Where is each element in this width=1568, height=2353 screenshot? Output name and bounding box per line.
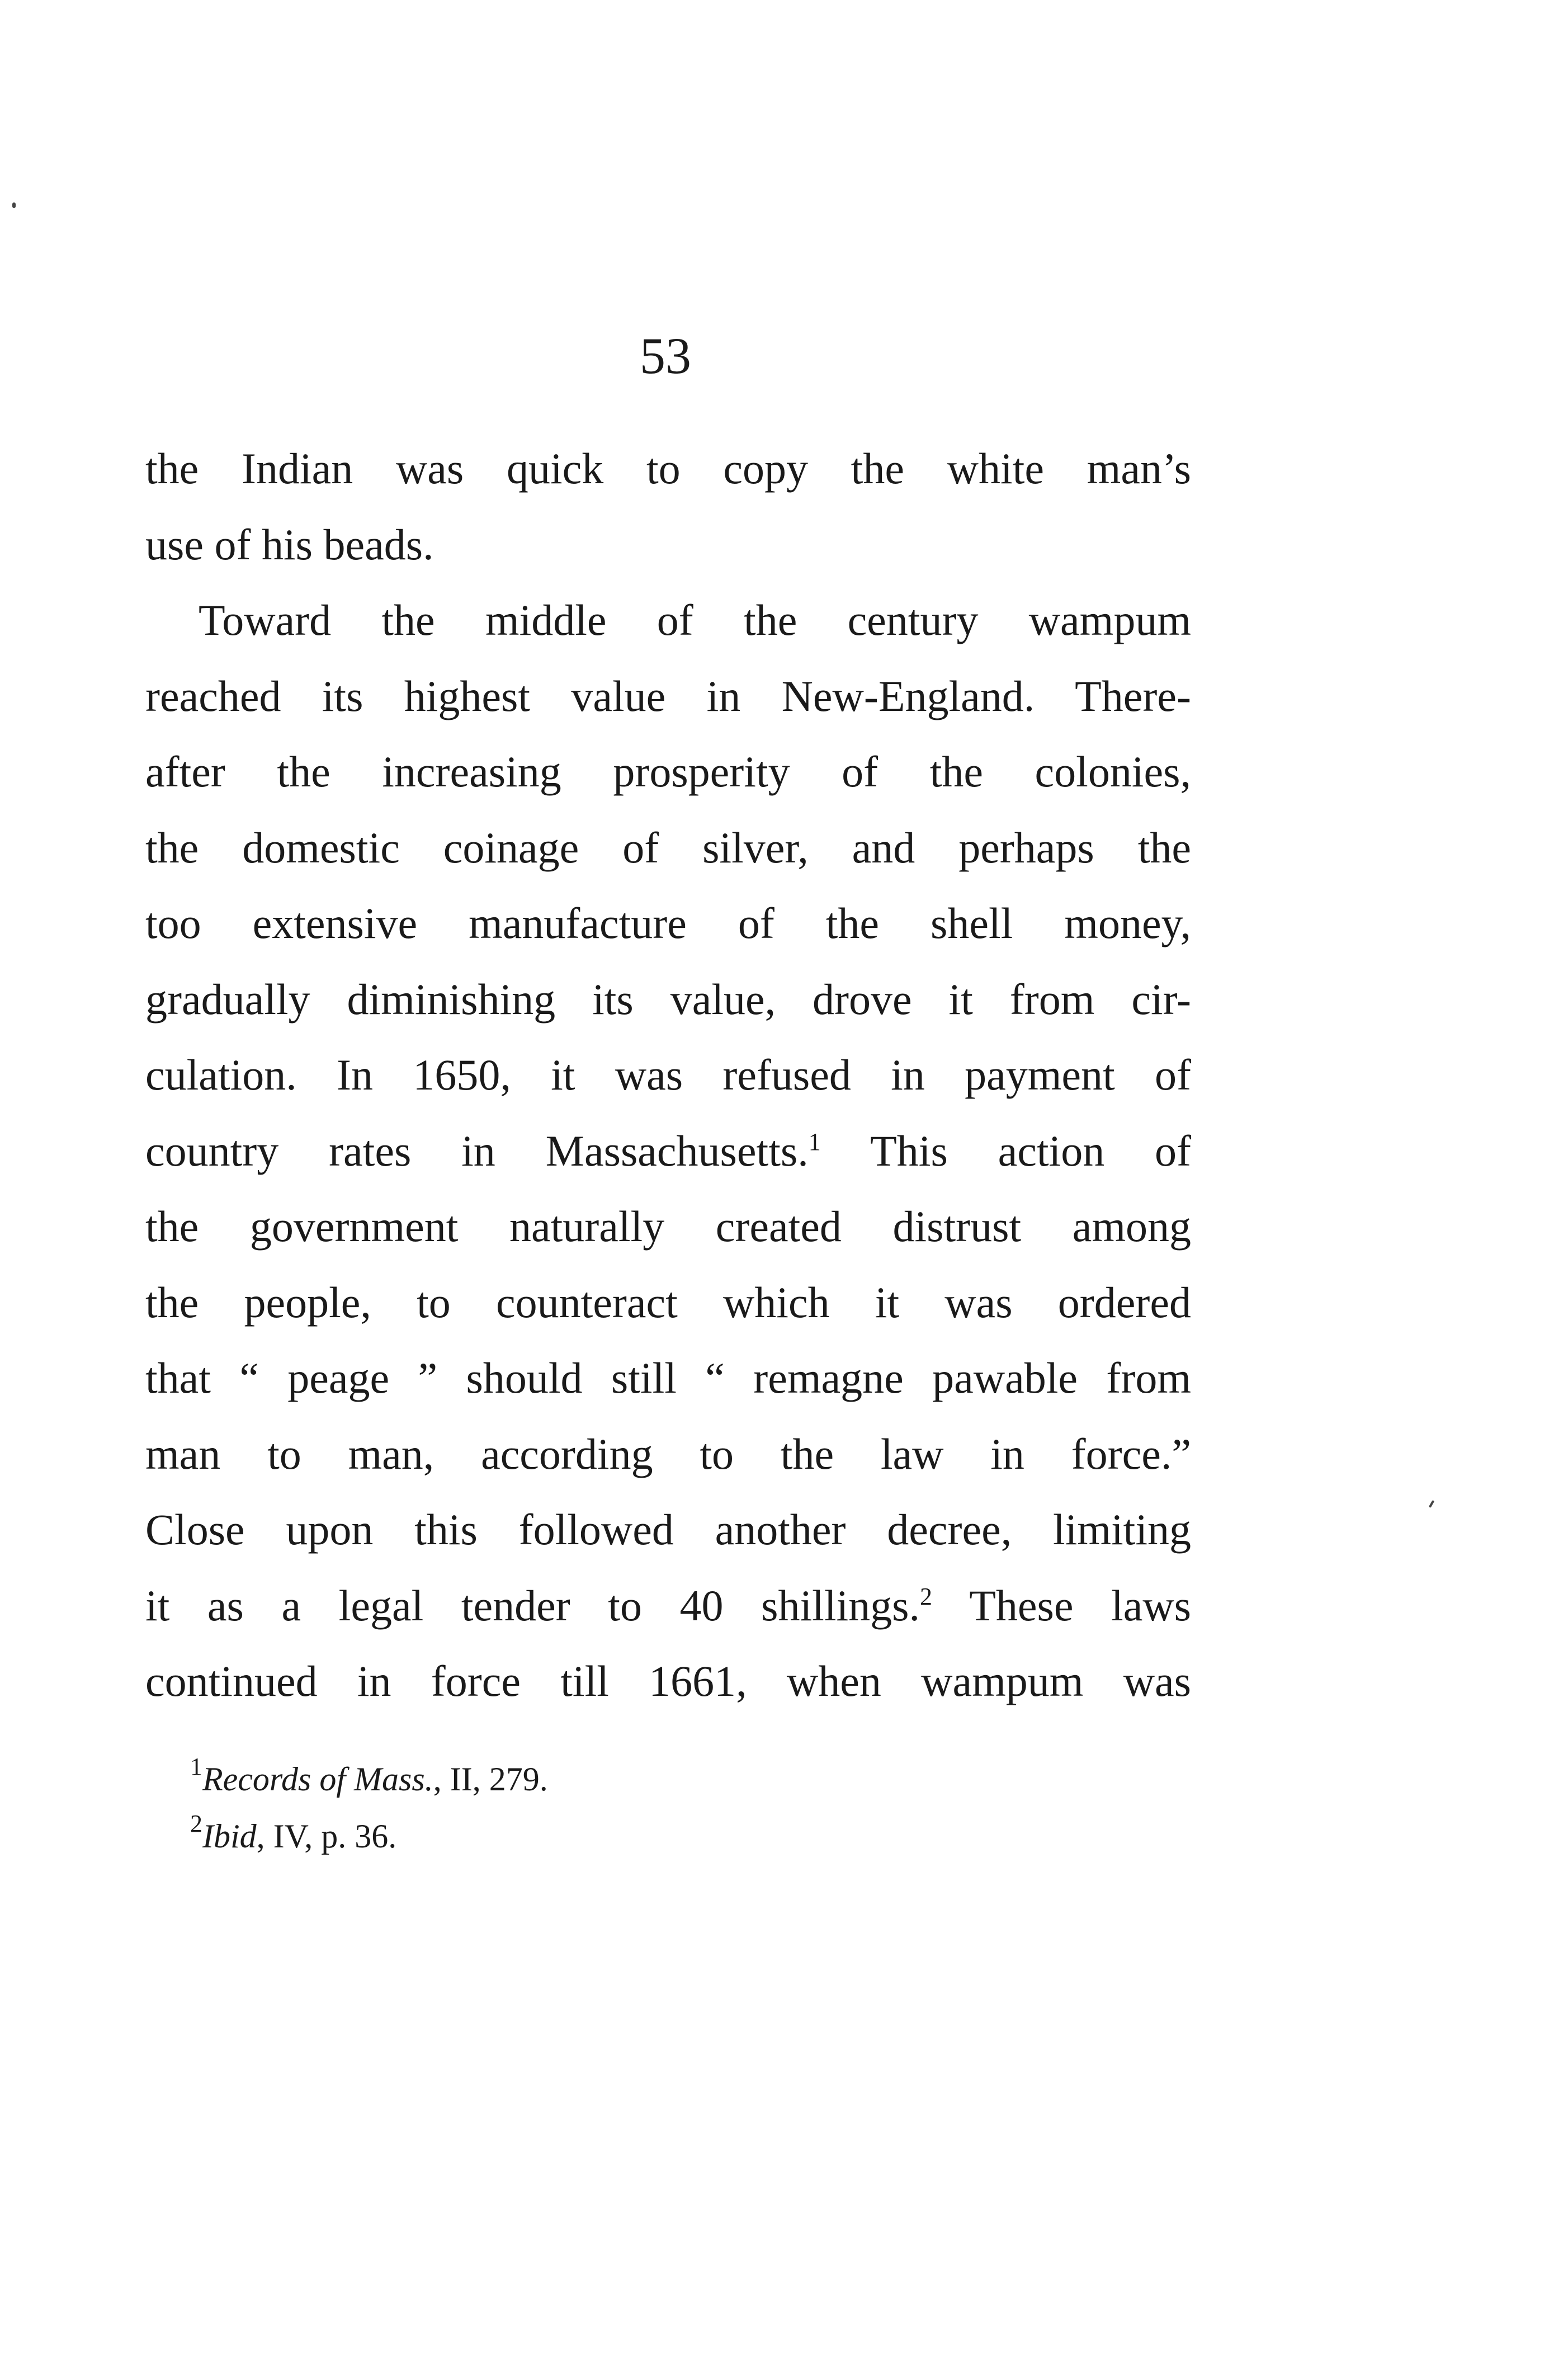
text-line: that “ peage ” should still “ remagne pawable from [145, 1354, 1191, 1402]
scan-speck [1429, 1500, 1434, 1508]
footnote-detail: , II, 279. [433, 1761, 548, 1798]
footnote-marker: 1 [190, 1753, 202, 1780]
text-segment: This action of [870, 1126, 1191, 1175]
text-segment: it as a legal tender to 40 shillings. [145, 1581, 920, 1630]
text-line: the domestic coinage of silver, and perhaps the [145, 823, 1191, 872]
text-line: culation. In 1650, it was refused in payment of [145, 1050, 1191, 1099]
footnote-ref-1[interactable]: 1 [808, 1128, 821, 1156]
footnote-1 [190, 1751, 1029, 1808]
footnote-marker: 2 [190, 1810, 202, 1837]
text-line: the government naturally created distrust among [145, 1202, 1191, 1251]
text-line: continued in force till 1661, when wampum was [145, 1657, 1191, 1705]
text-segment: country rates in Massachusetts. [145, 1126, 809, 1175]
footnote-ref-2[interactable]: 2 [920, 1582, 933, 1610]
paragraph [145, 582, 1191, 1719]
text-line [145, 1113, 1191, 1189]
text-line: gradually diminishing its value, drove it from cir- [145, 974, 1191, 1024]
text-line: after the increasing prosperity of the colonies, [145, 747, 1191, 796]
footnote-source: Ibid [202, 1818, 257, 1855]
footnotes [190, 1751, 1029, 1865]
paragraph [145, 431, 1191, 582]
text-line: the people, to counteract which it was ordered [145, 1277, 1191, 1327]
footnote-source: Records of Mass. [202, 1761, 433, 1798]
scan-speck [12, 202, 16, 208]
text-line: use of his beads. [145, 520, 434, 569]
text-line: man to man, according to the law in force.” [145, 1429, 1191, 1478]
text-line: Toward the middle of the century wampum [199, 596, 1191, 644]
footnote-detail: , IV, p. 36. [256, 1818, 397, 1855]
footnote-2 [190, 1808, 1029, 1865]
text-line: Close upon this followed another decree, limiting [145, 1505, 1191, 1554]
text-line: too extensive manufacture of the shell money, [145, 899, 1191, 947]
text-segment: These laws [969, 1581, 1191, 1630]
text-line: the Indian was quick to copy the white man’s [145, 444, 1191, 493]
text-line: reached its highest value in New-England. There- [145, 671, 1191, 720]
text-line [145, 1568, 1191, 1644]
page-number: 53 [640, 327, 691, 384]
body-text [145, 431, 1191, 1719]
